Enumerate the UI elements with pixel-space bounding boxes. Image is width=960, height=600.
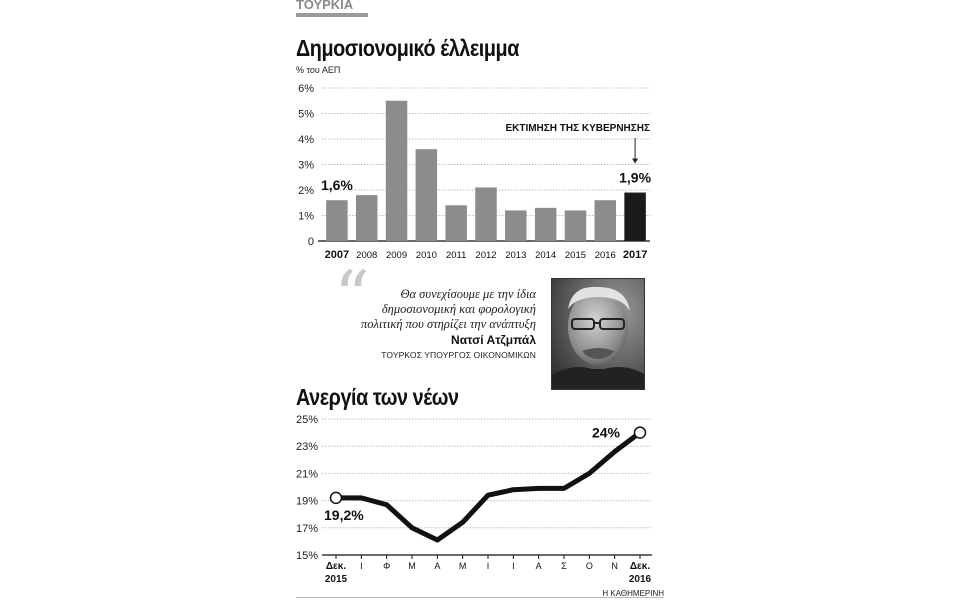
- portrait-image: [551, 278, 645, 390]
- endpoint-marker: [635, 427, 646, 438]
- deficit-y-unit: % του ΑΕΠ: [296, 65, 341, 75]
- y-tick-label: 15%: [295, 550, 318, 562]
- endpoint-marker: [331, 492, 342, 503]
- y-tick-label: 17%: [295, 522, 318, 535]
- bar: [386, 101, 408, 241]
- x-tick-label: 2014: [535, 250, 557, 261]
- x-tick-label: Μ: [408, 561, 416, 571]
- x-tick-label: Δεκ.: [629, 561, 651, 572]
- y-tick-label: 1%: [298, 210, 314, 223]
- bar: [595, 200, 617, 241]
- bar: [505, 210, 527, 241]
- x-tick-label: Σ: [561, 561, 567, 571]
- bar: [565, 210, 587, 241]
- annotation-label: ΕΚΤΙΜΗΣΗ ΤΗΣ ΚΥΒΕΡΝΗΣΗΣ: [505, 123, 650, 134]
- annotation-arrow-icon: [632, 159, 638, 164]
- unemployment-line-chart: [0, 400, 960, 590]
- x-tick-label: Μ: [458, 561, 467, 571]
- unemployment-chart-title: Ανεργία των νέων: [296, 384, 459, 410]
- y-tick-label: 0: [307, 236, 314, 248]
- y-tick-label: 4%: [298, 134, 314, 146]
- x-tick-label: Ι: [360, 561, 363, 571]
- quote-mark-icon: “: [334, 256, 370, 338]
- bar: [475, 187, 497, 241]
- x-tick-label: 2009: [385, 250, 408, 261]
- series-line: [336, 433, 640, 540]
- x-tick-label: 2011: [445, 250, 467, 261]
- x-tick-label: Ν: [611, 561, 618, 571]
- deficit-bar-chart: [0, 0, 960, 270]
- x-tick-label-year: 2016: [628, 574, 652, 585]
- y-tick-label: 25%: [295, 414, 318, 426]
- y-tick-label: 2%: [298, 185, 314, 197]
- x-tick-label: Α: [535, 561, 542, 571]
- data-label: 1,6%: [320, 177, 353, 194]
- x-tick-label: 2010: [415, 250, 437, 261]
- x-tick-label: Δεκ.: [325, 561, 347, 572]
- x-tick-label: Ι: [486, 561, 490, 571]
- x-tick-label: 2008: [356, 250, 378, 261]
- y-tick-label: 19%: [295, 495, 318, 508]
- y-tick-label: 6%: [298, 83, 314, 95]
- bar: [326, 200, 348, 241]
- x-tick-label: 2017: [622, 249, 648, 261]
- quote-line: δημοσιονομική και φορολογική: [381, 302, 536, 316]
- quote-text: [352, 287, 536, 332]
- x-tick-label: Α: [434, 561, 441, 571]
- deficit-chart-title: Δημοσιονομικό έλλειμμα: [296, 35, 519, 61]
- data-label: 24%: [591, 424, 620, 441]
- y-tick-label: 21%: [295, 468, 318, 481]
- x-tick-label-year: 2015: [324, 574, 348, 585]
- portrait-photo-icon: [552, 279, 645, 390]
- quote-author-name: Νατσί Ατζμπάλ: [451, 333, 536, 347]
- y-tick-label: 3%: [298, 159, 314, 172]
- quote-line: Θα συνεχίσουμε με την ίδια: [400, 287, 536, 301]
- x-tick-label: Ι: [512, 561, 515, 571]
- x-tick-label: 2012: [475, 250, 497, 261]
- x-tick-label: Φ: [383, 561, 391, 571]
- bar: [445, 205, 467, 241]
- x-tick-label: 2015: [564, 250, 587, 261]
- y-tick-label: 23%: [295, 441, 318, 454]
- section-tag: ΤΟΥΡΚΙΑ: [296, 0, 368, 17]
- x-tick-label: Ο: [585, 561, 593, 571]
- bar: [356, 195, 378, 241]
- quote-line: πολιτική που στηρίζει την ανάπτυξη: [361, 317, 536, 331]
- bar: [416, 149, 438, 241]
- x-tick-label: 2013: [505, 250, 527, 261]
- bar: [624, 193, 646, 241]
- data-label: 1,9%: [619, 169, 652, 186]
- y-tick-label: 5%: [298, 108, 314, 121]
- data-label: 19,2%: [324, 506, 364, 523]
- quote-author-role: ΤΟΥΡΚΟΣ ΥΠΟΥΡΓΟΣ ΟΙΚΟΝΟΜΙΚΩΝ: [381, 350, 536, 360]
- bar: [535, 208, 557, 241]
- source-credit: Η ΚΑΘΗΜΕΡΙΝΗ: [602, 589, 664, 598]
- x-tick-label: 2016: [594, 250, 616, 261]
- x-tick-label: 2007: [324, 249, 350, 261]
